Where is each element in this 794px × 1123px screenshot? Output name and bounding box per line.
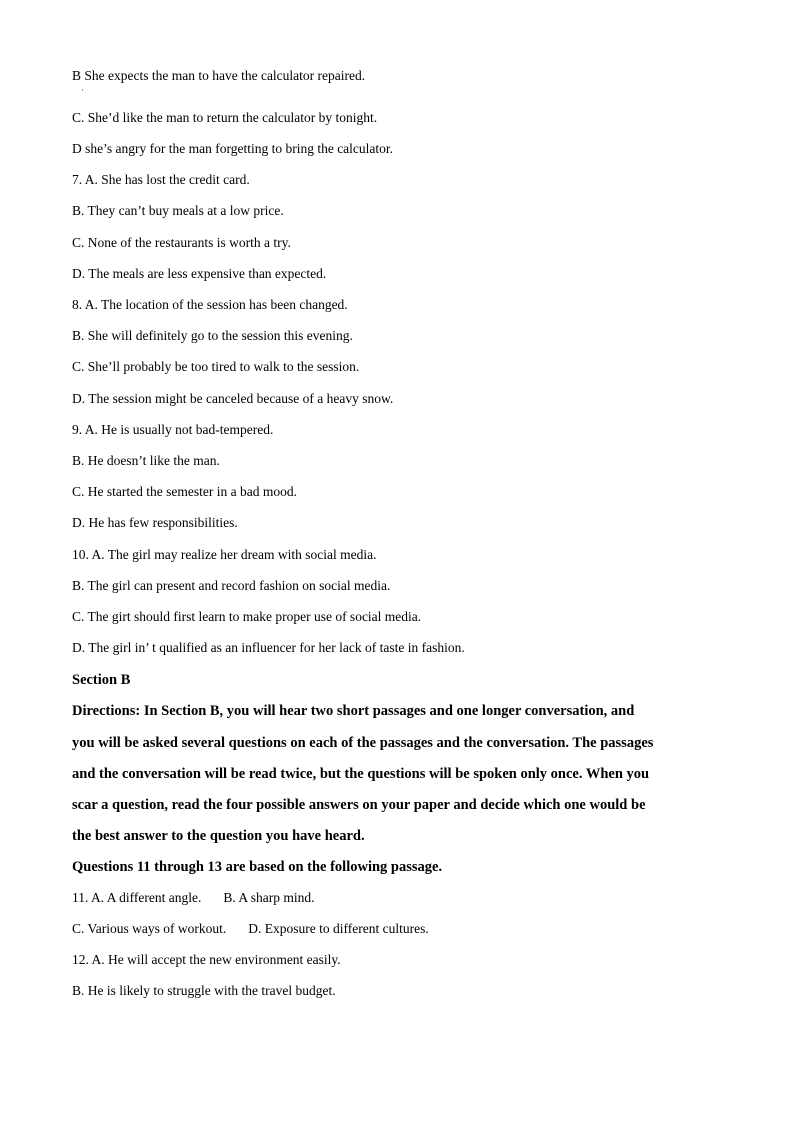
q9-option-b: B. He doesn’t like the man. [72, 453, 220, 468]
q6-option-b: B She expects the man to have the calculator repaired. [72, 68, 366, 83]
q7-option-a: 7. A. She has lost the credit card. [72, 172, 250, 187]
directions-line: scar a question, read the four possible answers on your paper and decide which one would be [72, 797, 646, 813]
directions-line: Directions: In Section B, you will hear two short passages and one longer conversation, and [72, 703, 635, 719]
q9-option-a: 9. A. He is usually not bad-tempered. [72, 422, 274, 437]
q7-option-c: C. None of the restaurants is worth a try. [72, 235, 291, 250]
q10-option-b: B. The girl can present and record fashion on social media. [72, 578, 391, 593]
section-b-heading: Section B [72, 672, 131, 688]
q8-option-b: B. She will definitely go to the session this evening. [72, 328, 353, 343]
directions-line: the best answer to the question you have heard. [72, 828, 365, 844]
directions-line: you will be asked several questions on each of the passages and the conversation. The passages [72, 735, 654, 751]
q10-option-d: D. The girl in’ t qualified as an influencer for her lack of taste in fashion. [72, 640, 465, 655]
q11-options-row-1 [72, 890, 315, 906]
q7-option-d: D. The meals are less expensive than expected. [72, 266, 327, 281]
q12-option-a: 12. A. He will accept the new environment easily. [72, 952, 341, 967]
questions-intro: Questions 11 through 13 are based on the following passage. [72, 859, 443, 875]
q11-option-b: B. A sharp mind. [223, 890, 315, 905]
stray-mark: · [81, 85, 84, 95]
q8-option-d: D. The session might be canceled because of a heavy snow. [72, 391, 394, 406]
q7-option-b: B. They can’t buy meals at a low price. [72, 203, 284, 218]
q10-option-c: C. The girt should first learn to make proper use of social media. [72, 609, 422, 624]
q9-option-c: C. He started the semester in a bad mood. [72, 484, 297, 499]
q6-option-c: C. She’d like the man to return the calculator by tonight. [72, 110, 378, 125]
q11-option-a: 11. A. A different angle. [72, 890, 202, 905]
q8-option-a: 8. A. The location of the session has been changed. [72, 297, 348, 312]
q11-option-c: C. Various ways of workout. [72, 921, 227, 936]
q6-option-d: D she’s angry for the man forgetting to bring the calculator. [72, 141, 394, 156]
q9-option-d: D. He has few responsibilities. [72, 515, 238, 530]
directions-line: and the conversation will be read twice, but the questions will be spoken only once. When you [72, 766, 650, 782]
q11-options-row-2 [72, 921, 429, 937]
q11-option-d: D. Exposure to different cultures. [248, 921, 429, 936]
q8-option-c: C. She’ll probably be too tired to walk to the session. [72, 359, 360, 374]
q10-option-a: 10. A. The girl may realize her dream with social media. [72, 547, 377, 562]
q12-option-b: B. He is likely to struggle with the travel budget. [72, 983, 336, 998]
